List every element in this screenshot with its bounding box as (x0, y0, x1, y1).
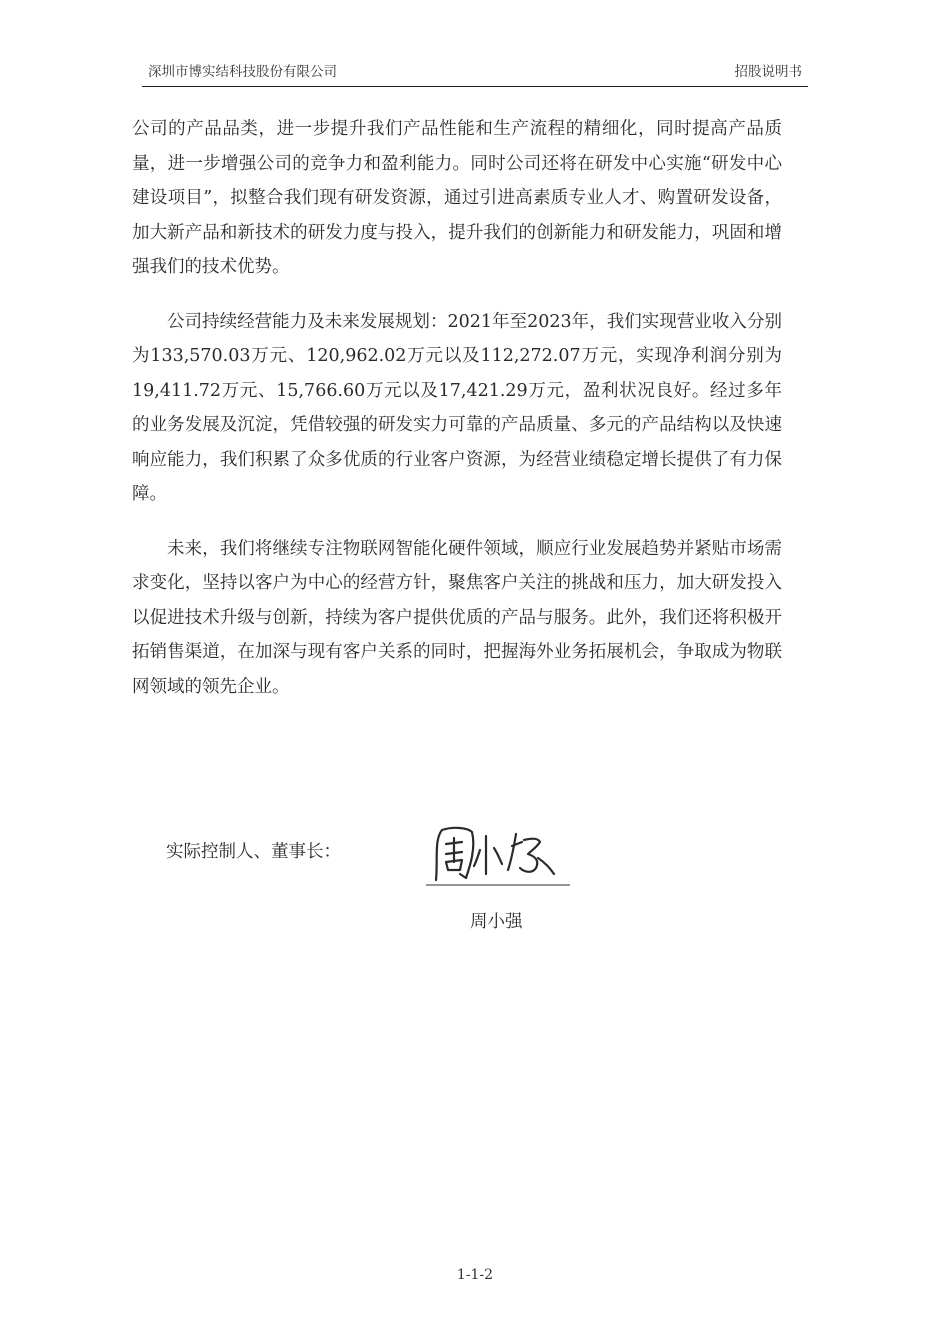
page-header (142, 56, 808, 87)
signer-name: 周小强 (470, 912, 523, 932)
signature-label: 实际控制人、董事长： (166, 842, 341, 862)
body-text (132, 112, 782, 724)
page-number: 1-1-2 (456, 1267, 494, 1283)
header-doc-type: 招股说明书 (734, 64, 802, 80)
handwritten-signature (420, 818, 580, 894)
header-company-name: 深圳市博实结科技股份有限公司 (148, 64, 337, 80)
paragraph-operations: 公司持续经营能力及未来发展规划：2021年至2023年，我们实现营业收入分别为133,570.03万元、120,962.02万元以及112,272.07万元，实现净利润分别为19,411.72万元、15,766.60万元以及17,421.29万元，盈利状况良好。经过多年的业务发展及沉淀，凭借较强的研发实力可靠的产品质量、多元的产品结构以及快速响应能力，我们积累了众多优质的行业客户资源，为经营业绩稳定增长提供了有力保障。 (132, 311, 782, 504)
paragraph-future-plan: 未来，我们将继续专注物联网智能化硬件领域，顺应行业发展趋势并紧贴市场需求变化，坚持以客户为中心的经营方针，聚焦客户关注的挑战和压力，加大研发投入以促进技术升级与创新，持续为客户提供优质的产品与服务。此外，我们还将积极开拓销售渠道，在加深与现有客户关系的同时，把握海外业务拓展机会，争取成为物联网领域的领先企业。 (132, 538, 782, 697)
paragraph-product-rd: 公司的产品品类，进一步提升我们产品性能和生产流程的精细化，同时提高产品质量，进一步增强公司的竞争力和盈利能力。同时公司还将在研发中心实施“研发中心建设项目”，拟整合我们现有研发资源，通过引进高素质专业人才、购置研发设备，加大新产品和新技术的研发力度与投入，提升我们的创新能力和研发能力，巩固和增强我们的技术优势。 (132, 119, 782, 277)
